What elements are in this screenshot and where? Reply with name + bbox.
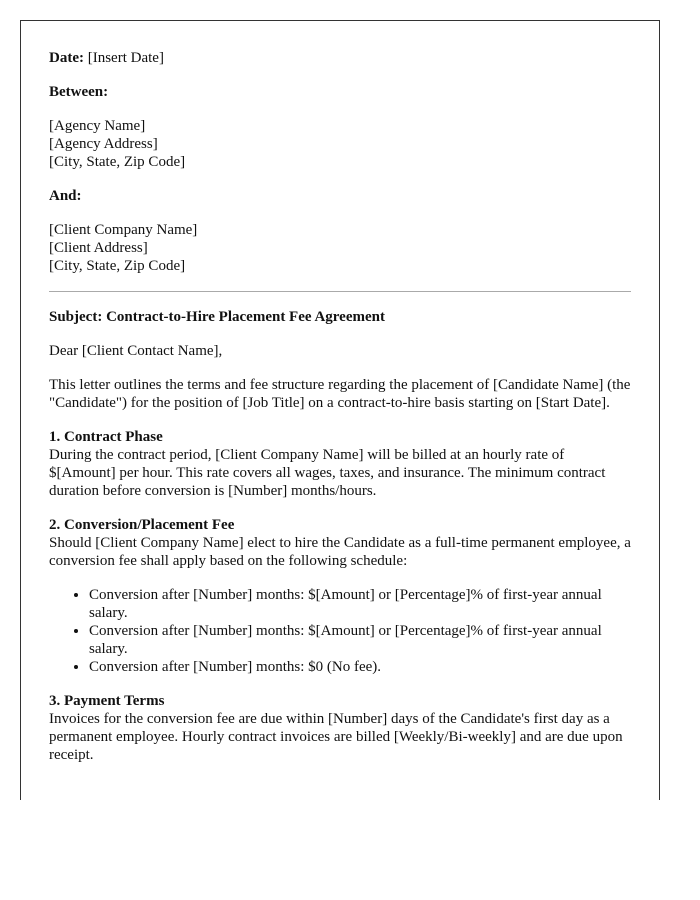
client-block	[49, 221, 631, 275]
section-payment-terms	[49, 692, 631, 764]
client-name: [Client Company Name]	[49, 222, 198, 238]
list-item: • Conversion after [Number] months: $[Amount] or [Percentage]% of first-year annual salary.	[89, 622, 631, 658]
list-item: • Conversion after [Number] months: $[Amount] or [Percentage]% of first-year annual salary.	[89, 586, 631, 622]
agency-address: [Agency Address]	[49, 136, 158, 152]
section-contract-phase	[49, 428, 631, 500]
divider	[49, 291, 631, 292]
and-label: And:	[49, 188, 82, 204]
section-conversion-fee	[49, 516, 631, 570]
date-value: [Insert Date]	[87, 50, 164, 66]
section-body: Should [Client Company Name] elect to hire the Candidate as a full-time permanent employee, a conversion fee shall apply based on the following schedule:	[49, 535, 631, 569]
section-title: 1. Contract Phase	[49, 429, 163, 445]
section-body: Invoices for the conversion fee are due within [Number] days of the Candidate's first day as a permanent employee. Hourly contract invoices are billed [Weekly/Bi-weekly] and are due upon receipt.	[49, 711, 623, 763]
between-label: Between:	[49, 84, 109, 100]
client-address: [Client Address]	[49, 240, 148, 256]
date-label: Date:	[49, 50, 84, 66]
salutation: Dear [Client Contact Name],	[49, 343, 223, 359]
subject-line: Subject: Contract-to-Hire Placement Fee Agreement	[49, 309, 385, 325]
list-item: • Conversion after [Number] months: $0 (No fee).	[89, 658, 631, 676]
fee-schedule-list	[49, 586, 631, 676]
intro-paragraph: This letter outlines the terms and fee structure regarding the placement of [Candidate Name] (the "Candidate") for the position of [Job Title] on a contract-to-hire basis starting on [Start Date].	[49, 377, 631, 411]
section-title: 3. Payment Terms	[49, 693, 165, 709]
agency-city: [City, State, Zip Code]	[49, 154, 186, 170]
agency-name: [Agency Name]	[49, 118, 146, 134]
section-title: 2. Conversion/Placement Fee	[49, 517, 235, 533]
section-body: During the contract period, [Client Company Name] will be billed at an hourly rate of $[Amount] per hour. This rate covers all wages, taxes, and insurance. The minimum contract duration before conversion is [Number] months/hours.	[49, 447, 606, 499]
date-line	[49, 49, 631, 67]
agency-block	[49, 117, 631, 171]
letter-page	[20, 20, 660, 800]
client-city: [City, State, Zip Code]	[49, 258, 186, 274]
